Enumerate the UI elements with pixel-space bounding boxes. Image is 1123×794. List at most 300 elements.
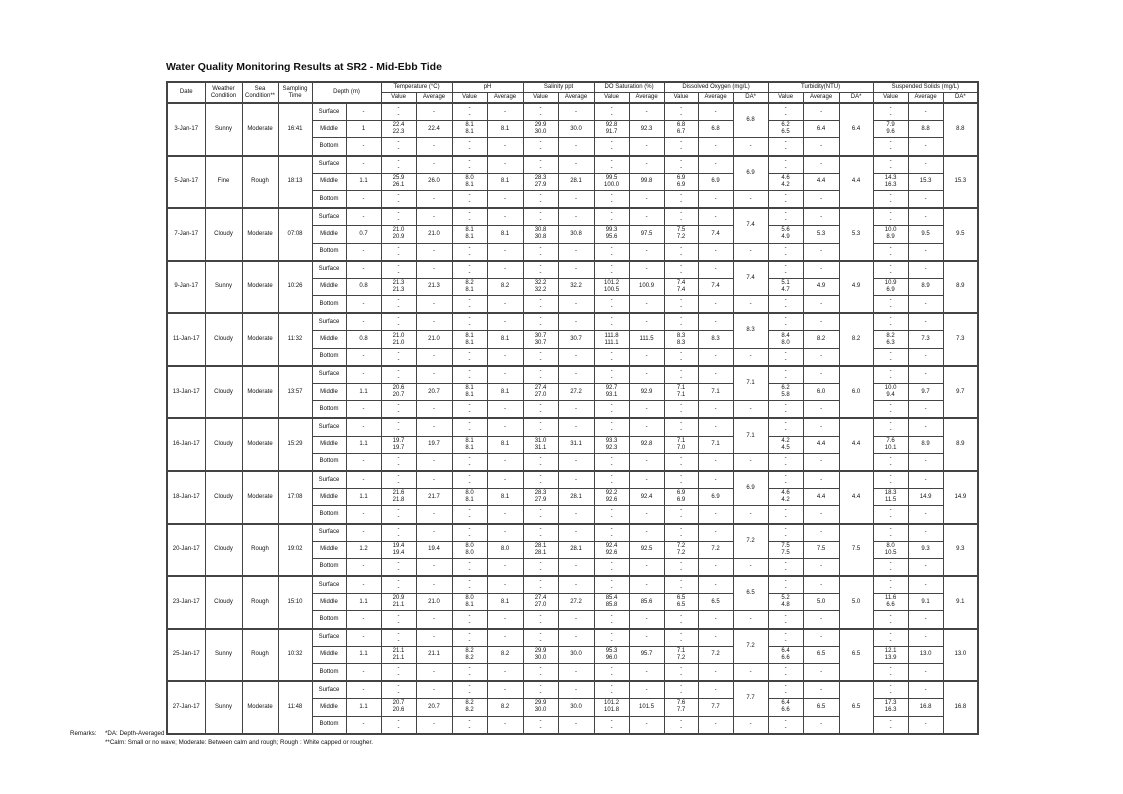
dash-text: -: [468, 473, 471, 480]
tur-da-cell: 6.5: [839, 681, 873, 734]
value-text: 93.1: [605, 392, 618, 399]
dash-text: -: [610, 637, 613, 644]
value-text: 21.3: [392, 286, 405, 293]
value-text: 85.8: [605, 602, 618, 609]
average-cell: 6.5: [803, 699, 839, 716]
dash-text: -: [889, 315, 892, 322]
value-text: 27.9: [534, 497, 547, 504]
value-dash-cell: [452, 296, 487, 314]
value-dash-cell: [873, 243, 908, 261]
subheader-average: Average: [558, 93, 594, 104]
dash-text: -: [889, 532, 892, 539]
dash-text: -: [889, 461, 892, 468]
dash-text: -: [468, 630, 471, 637]
value-dash-cell: [594, 524, 629, 542]
dash-text: -: [680, 192, 683, 199]
value-dash-cell: [523, 156, 558, 174]
dash-text: -: [468, 427, 471, 434]
dash-text: -: [397, 192, 400, 199]
value-text: 6.9: [676, 490, 686, 497]
value-pair-cell: [768, 173, 803, 190]
average-cell: -: [629, 103, 664, 121]
value-dash-cell: [594, 313, 629, 331]
dash-text: -: [784, 297, 787, 304]
dash-text: -: [610, 322, 613, 329]
dash-text: -: [610, 409, 613, 416]
average-cell: 21.7: [416, 489, 452, 506]
dash-text: -: [397, 420, 400, 427]
average-cell: -: [487, 348, 523, 366]
dash-text: -: [539, 630, 542, 637]
dash-text: -: [889, 717, 892, 724]
value-dash-cell: [768, 418, 803, 436]
dash-text: -: [889, 210, 892, 217]
dash-text: -: [784, 461, 787, 468]
value-text: 5.6: [781, 227, 790, 234]
level-label-cell: Bottom: [312, 716, 346, 734]
weather-cell: Sunny: [205, 629, 242, 682]
tur-da-cell: 6.0: [839, 366, 873, 419]
header-date: Date: [167, 82, 205, 103]
average-cell: -: [487, 611, 523, 629]
value-dash-cell: [452, 418, 487, 436]
average-cell: -: [629, 524, 664, 542]
average-cell: -: [416, 366, 452, 384]
average-cell: -: [487, 261, 523, 279]
average-cell: -: [698, 348, 733, 366]
value-dash-cell: [664, 506, 698, 524]
level-label-cell: Middle: [312, 699, 346, 716]
dash-text: -: [539, 665, 542, 672]
depth-value-cell: 1.1: [346, 436, 381, 453]
dash-text: -: [784, 578, 787, 585]
depth-value-cell: -: [346, 576, 381, 594]
level-label-cell: Bottom: [312, 243, 346, 261]
dash-text: -: [539, 566, 542, 573]
value-dash-cell: [594, 243, 629, 261]
value-text: 22.3: [392, 129, 405, 136]
value-text: 6.2: [781, 385, 790, 392]
do-da-cell: 7.4: [733, 261, 768, 296]
dash-text: -: [539, 514, 542, 521]
value-dash-cell: [381, 524, 416, 542]
value-dash-cell: [452, 716, 487, 734]
dash-text: -: [889, 559, 892, 566]
value-text: 27.0: [534, 392, 547, 399]
value-text: 7.1: [676, 392, 686, 399]
value-dash-cell: [768, 366, 803, 384]
value-dash-cell: [381, 261, 416, 279]
dash-text: -: [610, 683, 613, 690]
value-text: 19.4: [392, 542, 405, 549]
depth-value-cell: 0.8: [346, 278, 381, 295]
value-text: 7.1: [676, 647, 686, 654]
dash-text: -: [784, 525, 787, 532]
average-cell: -: [908, 261, 943, 279]
average-cell: 99.8: [629, 173, 664, 190]
dash-text: -: [539, 164, 542, 171]
average-cell: -: [908, 471, 943, 489]
dash-text: -: [468, 619, 471, 626]
value-pair-cell: [594, 173, 629, 190]
value-text: 8.0: [886, 542, 895, 549]
date-cell: 27-Jan-17: [167, 681, 205, 734]
average-cell: -: [698, 313, 733, 331]
dash-text: -: [468, 525, 471, 532]
value-pair-cell: [768, 489, 803, 506]
dash-text: -: [397, 139, 400, 146]
dash-text: -: [397, 724, 400, 731]
value-text: 92.3: [605, 444, 618, 451]
value-pair-cell: [768, 384, 803, 401]
value-pair-cell: [381, 121, 416, 138]
value-text: 21.0: [392, 339, 405, 346]
dash-text: -: [468, 585, 471, 592]
value-pair-cell: [594, 699, 629, 716]
dash-text: -: [610, 262, 613, 269]
average-cell: -: [698, 190, 733, 208]
value-pair-cell: [768, 331, 803, 348]
value-dash-cell: [768, 348, 803, 366]
average-cell: -: [803, 103, 839, 121]
level-label-cell: Surface: [312, 576, 346, 594]
value-dash-cell: [523, 716, 558, 734]
average-cell: 21.0: [416, 594, 452, 611]
date-cell: 25-Jan-17: [167, 629, 205, 682]
dash-text: -: [889, 585, 892, 592]
average-cell: -: [416, 524, 452, 542]
depth-value-cell: -: [346, 296, 381, 314]
dash-text: -: [889, 244, 892, 251]
value-dash-cell: [664, 296, 698, 314]
dash-text: -: [784, 717, 787, 724]
dash-text: -: [468, 665, 471, 672]
average-cell: -: [416, 208, 452, 226]
value-dash-cell: [768, 471, 803, 489]
value-dash-cell: [523, 296, 558, 314]
average-cell: -: [487, 190, 523, 208]
dash-text: -: [784, 315, 787, 322]
value-text: 4.6: [781, 174, 790, 181]
value-pair-cell: [768, 541, 803, 558]
level-label-cell: Middle: [312, 594, 346, 611]
level-label-cell: Surface: [312, 471, 346, 489]
average-cell: -: [803, 138, 839, 156]
value-dash-cell: [664, 664, 698, 682]
dash-text: -: [397, 374, 400, 381]
value-pair-cell: [381, 699, 416, 716]
value-dash-cell: [381, 664, 416, 682]
value-dash-cell: [523, 418, 558, 436]
dash-text: -: [889, 374, 892, 381]
value-text: 31.0: [534, 437, 547, 444]
sea-condition-cell: Moderate: [242, 471, 278, 524]
level-label-cell: Bottom: [312, 453, 346, 471]
dash-text: -: [784, 427, 787, 434]
value-pair-cell: [523, 226, 558, 243]
value-text: 8.1: [465, 444, 474, 451]
sampling-time-cell: 15:29: [278, 418, 312, 471]
average-cell: -: [487, 558, 523, 576]
value-text: 8.3: [676, 339, 686, 346]
value-pair-cell: [523, 541, 558, 558]
average-cell: -: [803, 243, 839, 261]
value-text: 20.6: [392, 707, 405, 714]
average-cell: -: [558, 558, 594, 576]
value-dash-cell: [381, 208, 416, 226]
dash-text: -: [610, 139, 613, 146]
average-cell: 21.1: [416, 646, 452, 663]
value-dash-cell: [768, 190, 803, 208]
dash-text: -: [397, 514, 400, 521]
subheader-value: Value: [523, 93, 558, 104]
average-cell: 8.1: [487, 226, 523, 243]
average-cell: 8.1: [487, 594, 523, 611]
dash-text: -: [784, 683, 787, 690]
value-dash-cell: [594, 629, 629, 647]
value-text: 100.0: [604, 181, 620, 188]
value-text: 8.1: [465, 385, 474, 392]
dash-text: -: [889, 514, 892, 521]
value-text: 8.2: [465, 654, 474, 661]
value-dash-cell: [523, 629, 558, 647]
dash-text: -: [468, 146, 471, 153]
dash-text: -: [610, 192, 613, 199]
value-dash-cell: [523, 261, 558, 279]
dash-text: -: [610, 724, 613, 731]
dash-text: -: [680, 683, 683, 690]
table-body: [167, 103, 978, 734]
value-dash-cell: [523, 366, 558, 384]
do-da-cell: -: [733, 243, 768, 261]
value-dash-cell: [452, 261, 487, 279]
average-cell: -: [487, 366, 523, 384]
value-dash-cell: [768, 558, 803, 576]
dash-text: -: [397, 349, 400, 356]
value-dash-cell: [594, 190, 629, 208]
dash-text: -: [468, 612, 471, 619]
depth-value-cell: -: [346, 156, 381, 174]
do-da-cell: -: [733, 348, 768, 366]
value-text: 6.9: [886, 286, 895, 293]
ss-da-cell: 9.7: [943, 366, 978, 419]
depth-value-cell: -: [346, 261, 381, 279]
value-dash-cell: [873, 366, 908, 384]
dash-text: -: [889, 199, 892, 206]
value-pair-cell: [452, 278, 487, 295]
value-text: 6.5: [781, 129, 790, 136]
value-text: 8.1: [465, 332, 474, 339]
value-text: 10.1: [884, 444, 897, 451]
level-label-cell: Middle: [312, 331, 346, 348]
average-cell: -: [908, 243, 943, 261]
dash-text: -: [680, 297, 683, 304]
value-text: 96.0: [605, 654, 618, 661]
value-text: 8.1: [465, 286, 474, 293]
dash-text: -: [468, 262, 471, 269]
value-dash-cell: [873, 471, 908, 489]
value-text: 14.3: [884, 174, 897, 181]
value-pair-cell: [594, 594, 629, 611]
dash-text: -: [539, 262, 542, 269]
value-text: 29.9: [534, 700, 547, 707]
value-text: 99.3: [605, 227, 618, 234]
level-label-cell: Middle: [312, 436, 346, 453]
average-cell: -: [416, 348, 452, 366]
average-cell: -: [416, 558, 452, 576]
sea-condition-cell: Moderate: [242, 313, 278, 366]
dash-text: -: [889, 217, 892, 224]
dash-text: -: [397, 619, 400, 626]
page-title: Water Quality Monitoring Results at SR2 - Mid-Ebb Tide: [166, 61, 442, 73]
dash-text: -: [610, 672, 613, 679]
level-label-cell: Bottom: [312, 558, 346, 576]
tur-da-cell: 4.4: [839, 156, 873, 209]
dash-text: -: [610, 367, 613, 374]
dash-text: -: [680, 480, 683, 487]
value-text: 30.0: [534, 707, 547, 714]
value-text: 92.2: [605, 490, 618, 497]
value-pair-cell: [523, 436, 558, 453]
value-pair-cell: [594, 489, 629, 506]
dash-text: -: [539, 315, 542, 322]
value-pair-cell: [381, 436, 416, 453]
ss-da-cell: 9.3: [943, 524, 978, 577]
weather-cell: Cloudy: [205, 524, 242, 577]
dash-text: -: [610, 690, 613, 697]
value-dash-cell: [768, 664, 803, 682]
dash-text: -: [468, 269, 471, 276]
average-cell: -: [629, 629, 664, 647]
value-dash-cell: [664, 243, 698, 261]
average-cell: 30.8: [558, 226, 594, 243]
average-cell: 31.1: [558, 436, 594, 453]
value-dash-cell: [594, 664, 629, 682]
average-cell: -: [803, 524, 839, 542]
value-dash-cell: [381, 366, 416, 384]
date-cell: 20-Jan-17: [167, 524, 205, 577]
average-cell: -: [803, 366, 839, 384]
dash-text: -: [397, 690, 400, 697]
dash-text: -: [397, 665, 400, 672]
value-pair-cell: [381, 646, 416, 663]
average-cell: -: [558, 156, 594, 174]
ss-da-cell: 16.8: [943, 681, 978, 734]
value-pair-cell: [873, 594, 908, 611]
value-pair-cell: [523, 489, 558, 506]
dash-text: -: [680, 367, 683, 374]
average-cell: 9.7: [908, 384, 943, 401]
dash-text: -: [680, 374, 683, 381]
dash-text: -: [680, 251, 683, 258]
dash-text: -: [610, 112, 613, 119]
depth-value-cell: 1.1: [346, 384, 381, 401]
sampling-time-cell: 11:32: [278, 313, 312, 366]
level-label-cell: Middle: [312, 384, 346, 401]
value-dash-cell: [381, 471, 416, 489]
depth-value-cell: 0.8: [346, 331, 381, 348]
average-cell: -: [698, 296, 733, 314]
remarks-label: Remarks:: [70, 730, 97, 737]
average-cell: -: [698, 611, 733, 629]
weather-cell: Sunny: [205, 261, 242, 314]
average-cell: -: [698, 576, 733, 594]
value-text: 6.2: [781, 122, 790, 129]
average-cell: 20.7: [416, 699, 452, 716]
value-text: 6.6: [781, 707, 790, 714]
average-cell: -: [558, 190, 594, 208]
value-dash-cell: [873, 576, 908, 594]
dash-text: -: [468, 210, 471, 217]
weather-cell: Sunny: [205, 103, 242, 156]
average-cell: -: [698, 401, 733, 419]
value-dash-cell: [452, 664, 487, 682]
dash-text: -: [539, 454, 542, 461]
dash-text: -: [889, 427, 892, 434]
value-text: 91.7: [605, 129, 618, 136]
dash-text: -: [468, 690, 471, 697]
average-cell: -: [558, 138, 594, 156]
dash-text: -: [397, 473, 400, 480]
average-cell: -: [487, 506, 523, 524]
value-dash-cell: [873, 296, 908, 314]
average-cell: -: [908, 366, 943, 384]
average-cell: 4.9: [803, 278, 839, 295]
dash-text: -: [784, 532, 787, 539]
value-pair-cell: [664, 173, 698, 190]
average-cell: -: [487, 296, 523, 314]
header-suspended-solids: Suspended Solids (mg/L): [873, 82, 978, 93]
value-dash-cell: [452, 313, 487, 331]
dash-text: -: [784, 637, 787, 644]
value-dash-cell: [873, 261, 908, 279]
average-cell: 92.9: [629, 384, 664, 401]
dash-text: -: [784, 269, 787, 276]
depth-value-cell: -: [346, 208, 381, 226]
average-cell: -: [629, 716, 664, 734]
dash-text: -: [680, 157, 683, 164]
value-text: 30.0: [534, 129, 547, 136]
dash-text: -: [397, 244, 400, 251]
average-cell: 19.4: [416, 541, 452, 558]
dash-text: -: [680, 559, 683, 566]
value-text: 8.0: [465, 542, 474, 549]
value-pair-cell: [523, 384, 558, 401]
dash-text: -: [397, 427, 400, 434]
average-cell: 7.2: [698, 646, 733, 663]
value-text: 21.1: [392, 647, 405, 654]
value-dash-cell: [523, 453, 558, 471]
dash-text: -: [680, 612, 683, 619]
value-text: 4.5: [781, 444, 790, 451]
value-text: 28.1: [534, 542, 547, 549]
average-cell: 6.4: [803, 121, 839, 138]
value-text: 9.4: [886, 392, 895, 399]
value-text: 8.3: [676, 332, 686, 339]
value-text: 8.1: [465, 602, 474, 609]
sampling-time-cell: 13:57: [278, 366, 312, 419]
average-cell: 5.0: [803, 594, 839, 611]
average-cell: -: [803, 208, 839, 226]
average-cell: -: [487, 313, 523, 331]
dash-text: -: [539, 585, 542, 592]
value-pair-cell: [664, 384, 698, 401]
table-row: [167, 261, 978, 279]
value-dash-cell: [381, 190, 416, 208]
dash-text: -: [784, 192, 787, 199]
value-dash-cell: [873, 313, 908, 331]
average-cell: -: [558, 401, 594, 419]
